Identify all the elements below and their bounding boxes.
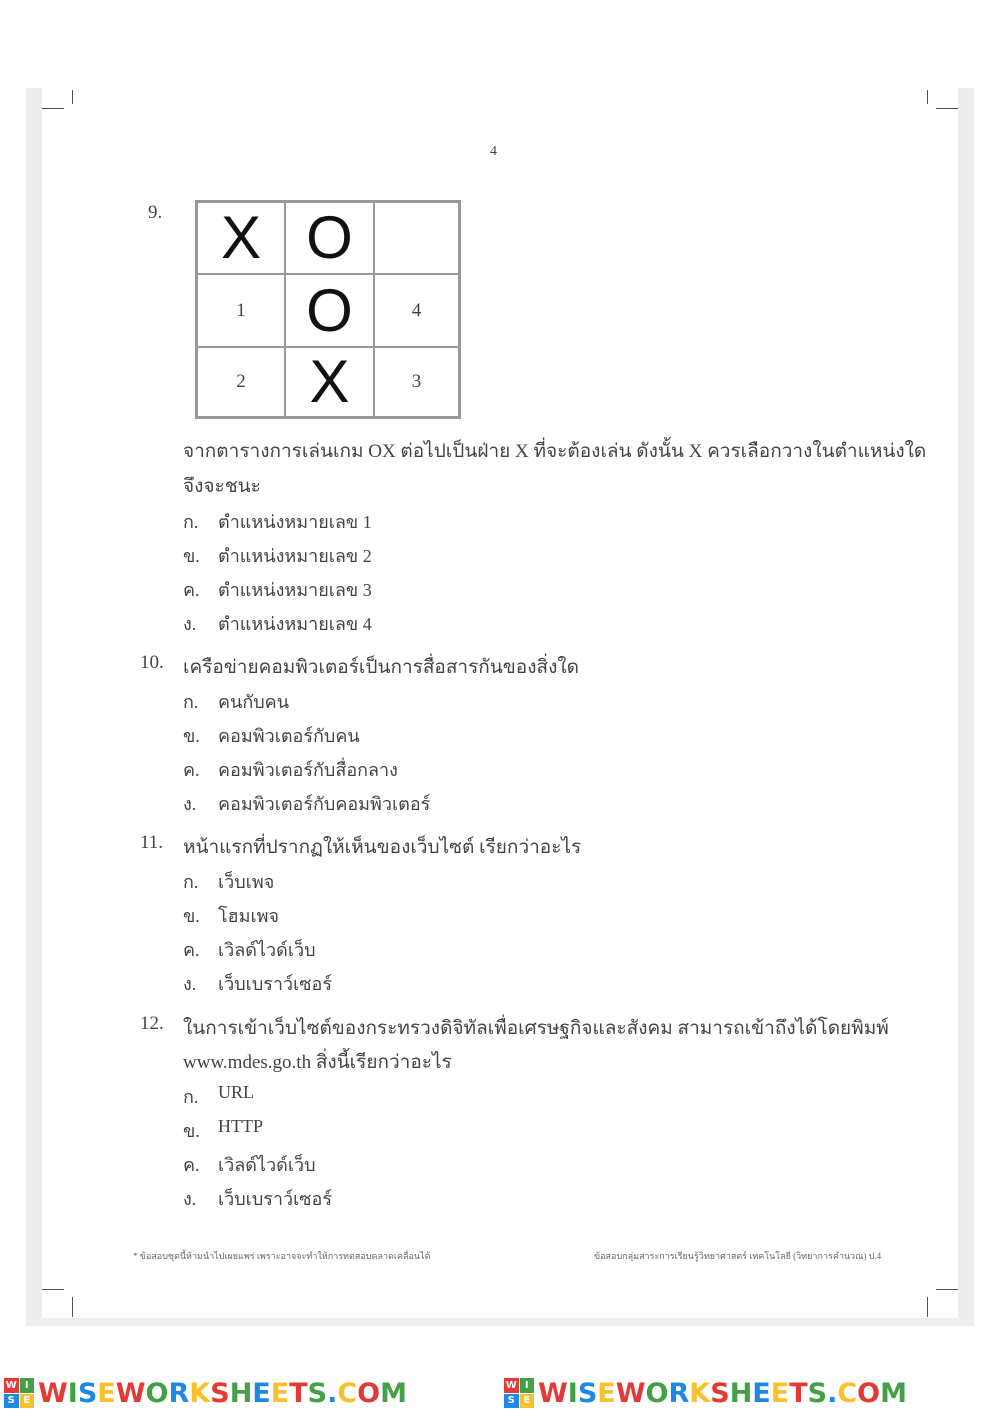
position-label: 4: [411, 299, 422, 321]
footer-subject: ข้อสอบกลุ่มสาระการเรียนรู้วิทยาศาสตร์ เทคโนโลยี (วิทยาการคำนวณ) ป.4: [594, 1251, 882, 1261]
tic-tac-toe-board: [195, 200, 461, 419]
crop-mark: [42, 1289, 64, 1290]
o-mark: O: [306, 204, 353, 271]
option-letter: ค.: [183, 940, 200, 960]
board-cell-r2c2: [285, 274, 374, 347]
crop-mark: [927, 1297, 928, 1317]
crop-mark: [72, 90, 73, 104]
board-cell-r3c2: [285, 347, 374, 417]
question-12-text-cont: www.mdes.go.th สิ่งนี้เรียกว่าอะไร: [183, 1052, 452, 1073]
option-text: คอมพิวเตอร์กับคน: [218, 726, 360, 746]
board-cell-r1c3: [374, 202, 459, 274]
wiseworksheets-logo-icon: W I S E: [4, 1378, 34, 1408]
crop-mark: [927, 90, 928, 104]
question-9-text-cont: จึงจะชนะ: [183, 476, 261, 497]
option-text: ตำแหน่งหมายเลข 1: [218, 512, 372, 532]
option-letter: ง.: [183, 614, 197, 634]
option-text: คนกับคน: [218, 692, 290, 712]
option-text: เวิลด์ไวด์เว็บ: [218, 1155, 316, 1175]
board-cell-r2c3: [374, 274, 459, 347]
watermark-text: WISEWORKSHEETS.COM: [38, 1377, 407, 1409]
board-cell-r3c1: [197, 347, 285, 417]
option-letter: ข.: [183, 1121, 200, 1141]
option-letter: ก.: [183, 692, 199, 712]
x-mark: X: [220, 204, 262, 271]
option-text: เว็บเบราว์เซอร์: [218, 974, 332, 994]
page-number: 4: [490, 144, 497, 159]
question-12-number: 12.: [140, 1013, 164, 1034]
crop-mark: [936, 108, 958, 109]
option-text: ตำแหน่งหมายเลข 3: [218, 580, 372, 600]
watermark-text: WISEWORKSHEETS.COM: [538, 1377, 907, 1409]
option-letter: ค.: [183, 760, 200, 780]
o-mark: O: [306, 276, 353, 344]
document-page: [42, 88, 958, 1318]
question-11-text: หน้าแรกที่ปรากฏให้เห็นของเว็บไซต์ เรียกว่าอะไร: [183, 837, 582, 858]
option-text: คอมพิวเตอร์กับสื่อกลาง: [218, 760, 398, 780]
board-cell-r2c1: [197, 274, 285, 347]
option-text: URL: [218, 1082, 254, 1102]
question-10-number: 10.: [140, 652, 164, 673]
option-letter: ก.: [183, 1087, 199, 1107]
crop-mark: [936, 1289, 958, 1290]
option-text: คอมพิวเตอร์กับคอมพิวเตอร์: [218, 794, 431, 814]
option-letter: ข.: [183, 546, 200, 566]
watermark-brand: [504, 1378, 907, 1408]
option-letter: ก.: [183, 872, 199, 892]
question-11-number: 11.: [140, 832, 164, 853]
position-label: 1: [236, 299, 246, 321]
footer-note: * ข้อสอบชุดนี้ห้ามนำไปเผยแพร่ เพราะอาจจะทำให้การทดสอบคลาดเคลื่อนได้: [133, 1251, 431, 1261]
board-cell-r1c1: [197, 202, 285, 274]
option-letter: ง.: [183, 794, 197, 814]
option-letter: ง.: [183, 1189, 197, 1209]
option-letter: ก.: [183, 512, 199, 532]
option-letter: ข.: [183, 726, 200, 746]
option-text: โฮมเพจ: [218, 906, 280, 926]
option-letter: ค.: [183, 580, 200, 600]
page-shadow-left: [26, 88, 42, 1326]
crop-mark: [42, 108, 64, 109]
position-label: 3: [411, 371, 422, 392]
board-cell-r3c3: [374, 347, 459, 417]
option-text: ตำแหน่งหมายเลข 4: [218, 614, 372, 634]
option-letter: ค.: [183, 1155, 200, 1175]
watermark-brand: [4, 1378, 407, 1408]
page-shadow-right: [958, 88, 974, 1326]
board-cell-r1c2: [285, 202, 374, 274]
x-mark: X: [309, 348, 350, 415]
option-text: HTTP: [218, 1116, 263, 1136]
page-shadow-bottom: [26, 1318, 974, 1326]
wiseworksheets-logo-icon: W I S E: [504, 1378, 534, 1408]
option-text: เว็บเพจ: [218, 872, 275, 892]
position-label: 2: [236, 371, 246, 392]
option-text: เว็บเบราว์เซอร์: [218, 1189, 332, 1209]
question-9-text: จากตารางการเล่นเกม OX ต่อไปเป็นฝ่าย X ที่จะต้องเล่น ดังนั้น X ควรเลือกวางในตำแหน่งใด: [183, 441, 927, 462]
question-10-text: เครือข่ายคอมพิวเตอร์เป็นการสื่อสารกันของสิ่งใด: [183, 657, 579, 678]
option-letter: ง.: [183, 974, 197, 994]
option-letter: ข.: [183, 906, 200, 926]
option-text: เวิลด์ไวด์เว็บ: [218, 940, 316, 960]
option-text: ตำแหน่งหมายเลข 2: [218, 546, 372, 566]
question-9-number: 9.: [148, 202, 163, 223]
crop-mark: [72, 1297, 73, 1317]
question-12-text: ในการเข้าเว็บไซต์ของกระทรวงดิจิทัลเพื่อเศรษฐกิจและสังคม สามารถเข้าถึงได้โดยพิมพ์: [183, 1018, 889, 1039]
